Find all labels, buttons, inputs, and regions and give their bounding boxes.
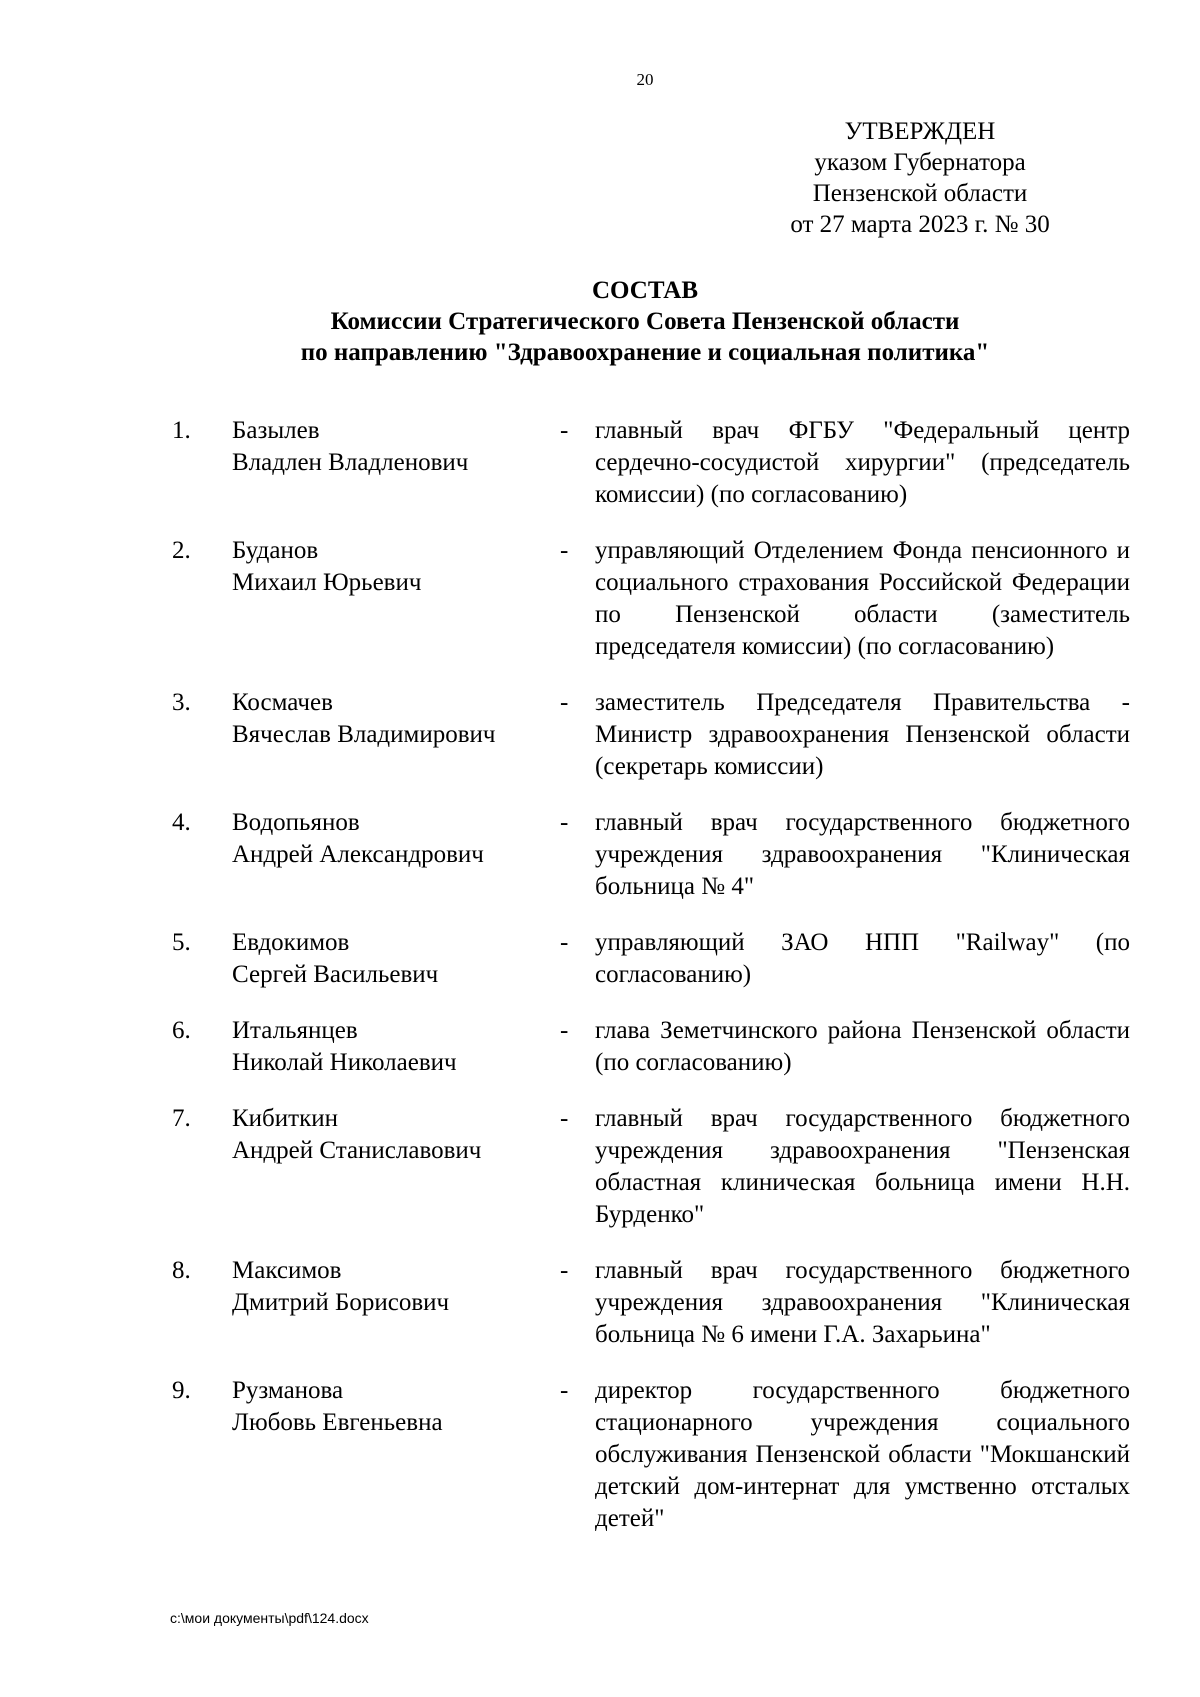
- approval-line-1: УТВЕРЖДЕН: [844, 118, 996, 145]
- member-number: 8.: [172, 1257, 191, 1284]
- member-given-name: Дмитрий Борисович: [232, 1289, 450, 1316]
- member-dash: -: [560, 1017, 569, 1044]
- member-name: [232, 415, 552, 479]
- approval-line-2: указом Губернатора: [814, 149, 1026, 176]
- member-surname: Максимов: [232, 1257, 342, 1284]
- member-description: главный врач ФГБУ "Федеральный центр сердечно-сосудистой хирургии" (председатель комиссии) (по согласованию): [595, 417, 1130, 508]
- member-name: [232, 1375, 552, 1439]
- member-name: [232, 535, 552, 599]
- member-given-name: Андрей Александрович: [232, 841, 484, 868]
- member-item: [0, 535, 1200, 663]
- member-given-name: Николай Николаевич: [232, 1049, 457, 1076]
- member-description: управляющий ЗАО НПП "Railway" (по согласованию): [595, 929, 1130, 988]
- member-given-name: Андрей Станиславович: [232, 1137, 482, 1164]
- member-description: глава Земетчинского района Пензенской области (по согласованию): [595, 1017, 1130, 1076]
- member-dash: -: [560, 809, 569, 836]
- member-surname: Базылев: [232, 417, 320, 444]
- member-surname: Космачев: [232, 689, 333, 716]
- member-surname: Итальянцев: [232, 1017, 358, 1044]
- member-description: главный врач государственного бюджетного учреждения здравоохранения "Пензенская областная клиническая больница имени Н.Н. Бурденко": [595, 1105, 1130, 1228]
- member-item: [0, 1103, 1200, 1231]
- title-line-1: СОСТАВ: [591, 277, 699, 304]
- footer-file-path: c:\мои документы\pdf\124.docx: [170, 1610, 369, 1626]
- title-line-2: Комиссии Стратегического Совета Пензенской области: [330, 308, 960, 335]
- member-surname: Рузманова: [232, 1377, 344, 1404]
- member-description: главный врач государственного бюджетного учреждения здравоохранения "Клиническая больница № 4": [595, 809, 1130, 900]
- member-dash: -: [560, 1105, 569, 1132]
- member-surname: Кибиткин: [232, 1105, 338, 1132]
- member-dash: -: [560, 537, 569, 564]
- member-item: [0, 927, 1200, 991]
- member-surname: Евдокимов: [232, 929, 350, 956]
- member-item: [0, 1015, 1200, 1079]
- member-description: главный врач государственного бюджетного учреждения здравоохранения "Клиническая больница № 6 имени Г.А. Захарьина": [595, 1257, 1130, 1348]
- member-name: [232, 1103, 552, 1167]
- member-item: [0, 415, 1200, 511]
- member-given-name: Сергей Васильевич: [232, 961, 439, 988]
- members-list: [0, 415, 1200, 1559]
- member-name: [232, 927, 552, 991]
- title-line-3: по направлению "Здравоохранение и социальная политика": [300, 339, 990, 366]
- member-item: [0, 687, 1200, 783]
- document-title: [0, 275, 1200, 368]
- member-dash: -: [560, 929, 569, 956]
- member-item: [0, 1255, 1200, 1351]
- member-given-name: Владлен Владленович: [232, 449, 469, 476]
- member-item: [0, 807, 1200, 903]
- member-number: 6.: [172, 1017, 191, 1044]
- page-number: 20: [636, 70, 654, 89]
- member-number: 3.: [172, 689, 191, 716]
- member-name: [232, 1015, 552, 1079]
- member-name: [232, 807, 552, 871]
- member-dash: -: [560, 1377, 569, 1404]
- member-name: [232, 687, 552, 751]
- member-item: [0, 1375, 1200, 1535]
- member-description: директор государственного бюджетного стационарного учреждения социального обслуживания Пензенской области "Мокшанский детский дом-интернат для умственно отсталых детей": [595, 1377, 1130, 1532]
- member-surname: Буданов: [232, 537, 319, 564]
- member-number: 9.: [172, 1377, 191, 1404]
- member-given-name: Михаил Юрьевич: [232, 569, 422, 596]
- member-description: управляющий Отделением Фонда пенсионного и социального страхования Российской Федерации по Пензенской области (заместитель председателя комиссии) (по согласованию): [595, 537, 1130, 660]
- member-dash: -: [560, 1257, 569, 1284]
- member-description: заместитель Председателя Правительства - Министр здравоохранения Пензенской области (секретарь комиссии): [595, 689, 1130, 780]
- member-given-name: Любовь Евгеньевна: [232, 1409, 443, 1436]
- member-dash: -: [560, 689, 569, 716]
- member-number: 2.: [172, 537, 191, 564]
- approval-line-4: от 27 марта 2023 г. № 30: [790, 211, 1050, 238]
- member-name: [232, 1255, 552, 1319]
- member-given-name: Вячеслав Владимирович: [232, 721, 496, 748]
- member-number: 5.: [172, 929, 191, 956]
- member-number: 7.: [172, 1105, 191, 1132]
- member-dash: -: [560, 417, 569, 444]
- approval-line-3: Пензенской области: [812, 180, 1028, 207]
- member-number: 1.: [172, 417, 191, 444]
- member-surname: Водопьянов: [232, 809, 360, 836]
- approval-stamp: [740, 116, 1100, 240]
- member-number: 4.: [172, 809, 191, 836]
